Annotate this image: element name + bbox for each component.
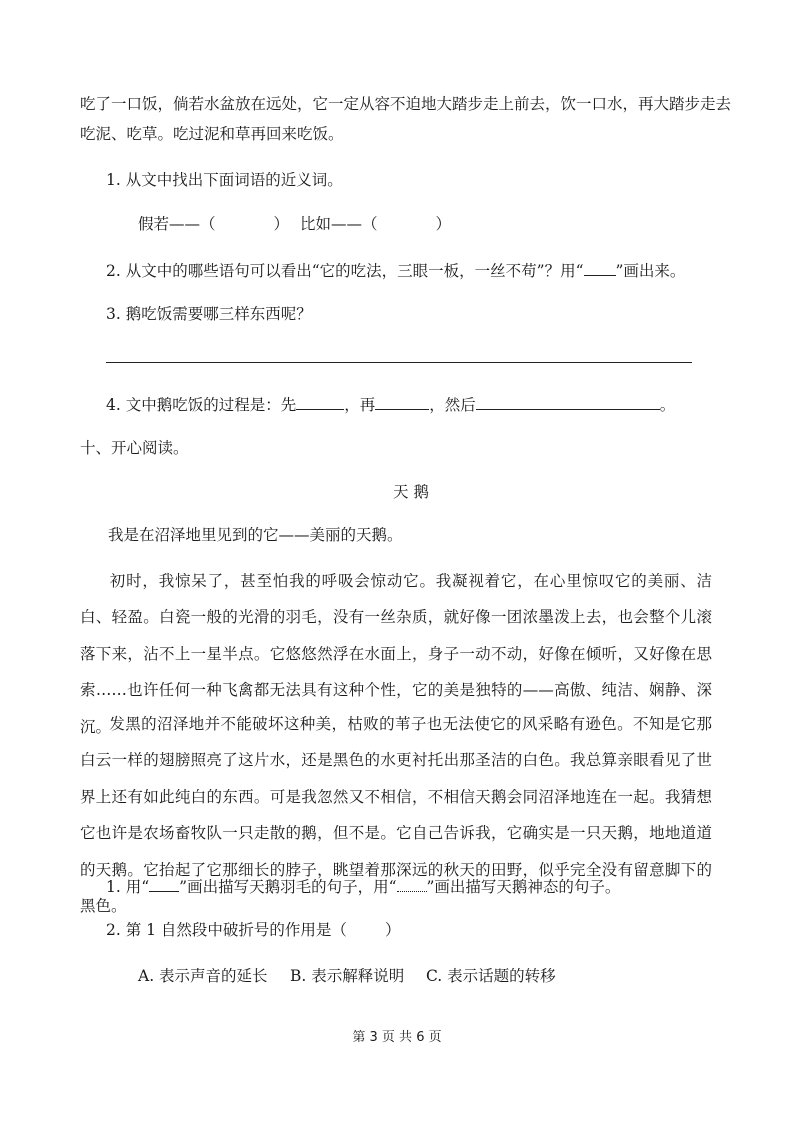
answer-blank[interactable]: [296, 394, 344, 410]
underline-sample: [584, 260, 616, 276]
section-heading: 十、开心阅读。: [80, 439, 189, 457]
passage-paragraph-3: 发黑的沼泽地并不能破坏这种美，枯败的苇子也无法使它的风采略有逊色。不知是它那白云一样的翅膀照亮了这片水，还是黑色的水更衬托出那圣洁的白色。我总算亲眼看见了世界上还有如此纯白的东西。可是我忽然又不相信，不相信天鹅会同沼泽地连在一起。我猜想它也许是农场畜牧队一只走散的鹅，但不是。它自己告诉我，它确实是一只天鹅，地地道道的天鹅。它抬起了它那细长的脖子，眺望着那深远的秋天的田野，似乎完全没有留意脚下的黑色。: [80, 715, 712, 916]
synonym-word: 比如——（: [300, 215, 378, 233]
option-b[interactable]: B. 表示解释说明: [290, 967, 405, 985]
synonym-word: 假若——（: [138, 215, 216, 233]
passage-title: 天 鹅: [393, 483, 429, 501]
answer-blank[interactable]: [375, 394, 429, 410]
page-number: 第 3 页 共 6 页: [352, 1030, 442, 1045]
answer-blank[interactable]: [476, 394, 660, 410]
text-line: 吃泥、吃草。吃过泥和草再回来吃饭。: [80, 125, 344, 143]
text-line: 吃了一口饭，倘若水盆放在远处，它一定从容不迫地大踏步走上前去，饮一口水，再大踏步走去: [80, 95, 732, 113]
synonym-item-1: 假若——（ ）: [138, 215, 290, 233]
sub-question-1: 1. 用“ ”画出描写天鹅羽毛的句子，用“ ”画出描写天鹅神态的句子。: [106, 878, 621, 896]
option-a[interactable]: A. 表示声音的延长: [138, 967, 268, 985]
passage-paragraph-2: 初时，我惊呆了，甚至怕我的呼吸会惊动它。我凝视着它，在心里惊叹它的美丽、洁白、轻盈。白瓷一般的光滑的羽毛，没有一丝杂质，就好像一团浓墨泼上去，也会整个儿滚落下来，沾不上一星半点。它悠悠然浮在水面上，身子一动不动，好像在倾听，又好像在思索……也许任何一种飞禽都无法具有这种个性，它的美是独特的——高傲、纯洁、娴静、深沉。: [80, 572, 712, 736]
question-4: 4. 文中鹅吃饭的过程是：先 ，再 ，然后 。: [106, 396, 676, 414]
underline-sample: [149, 876, 179, 892]
sub-question-2: 2. 第 1 自然段中破折号的作用是（ ）: [106, 921, 401, 939]
question-2: 2. 从文中的哪些语句可以看出“它的吃法，三眼一板，一丝不苟”？用“ ”画出来。: [106, 262, 686, 280]
synonym-item-2: 比如——（ ）: [300, 215, 452, 233]
answer-line[interactable]: [106, 362, 692, 363]
wavy-line-sample: [397, 881, 427, 892]
passage-paragraph-1: 我是在沼泽地里见到的它——美丽的天鹅。: [108, 526, 403, 544]
question-1: 1. 从文中找出下面词语的近义词。: [106, 171, 343, 189]
option-c[interactable]: C. 表示话题的转移: [426, 967, 556, 985]
question-3: 3. 鹅吃饭需要哪三样东西呢？: [106, 305, 312, 323]
